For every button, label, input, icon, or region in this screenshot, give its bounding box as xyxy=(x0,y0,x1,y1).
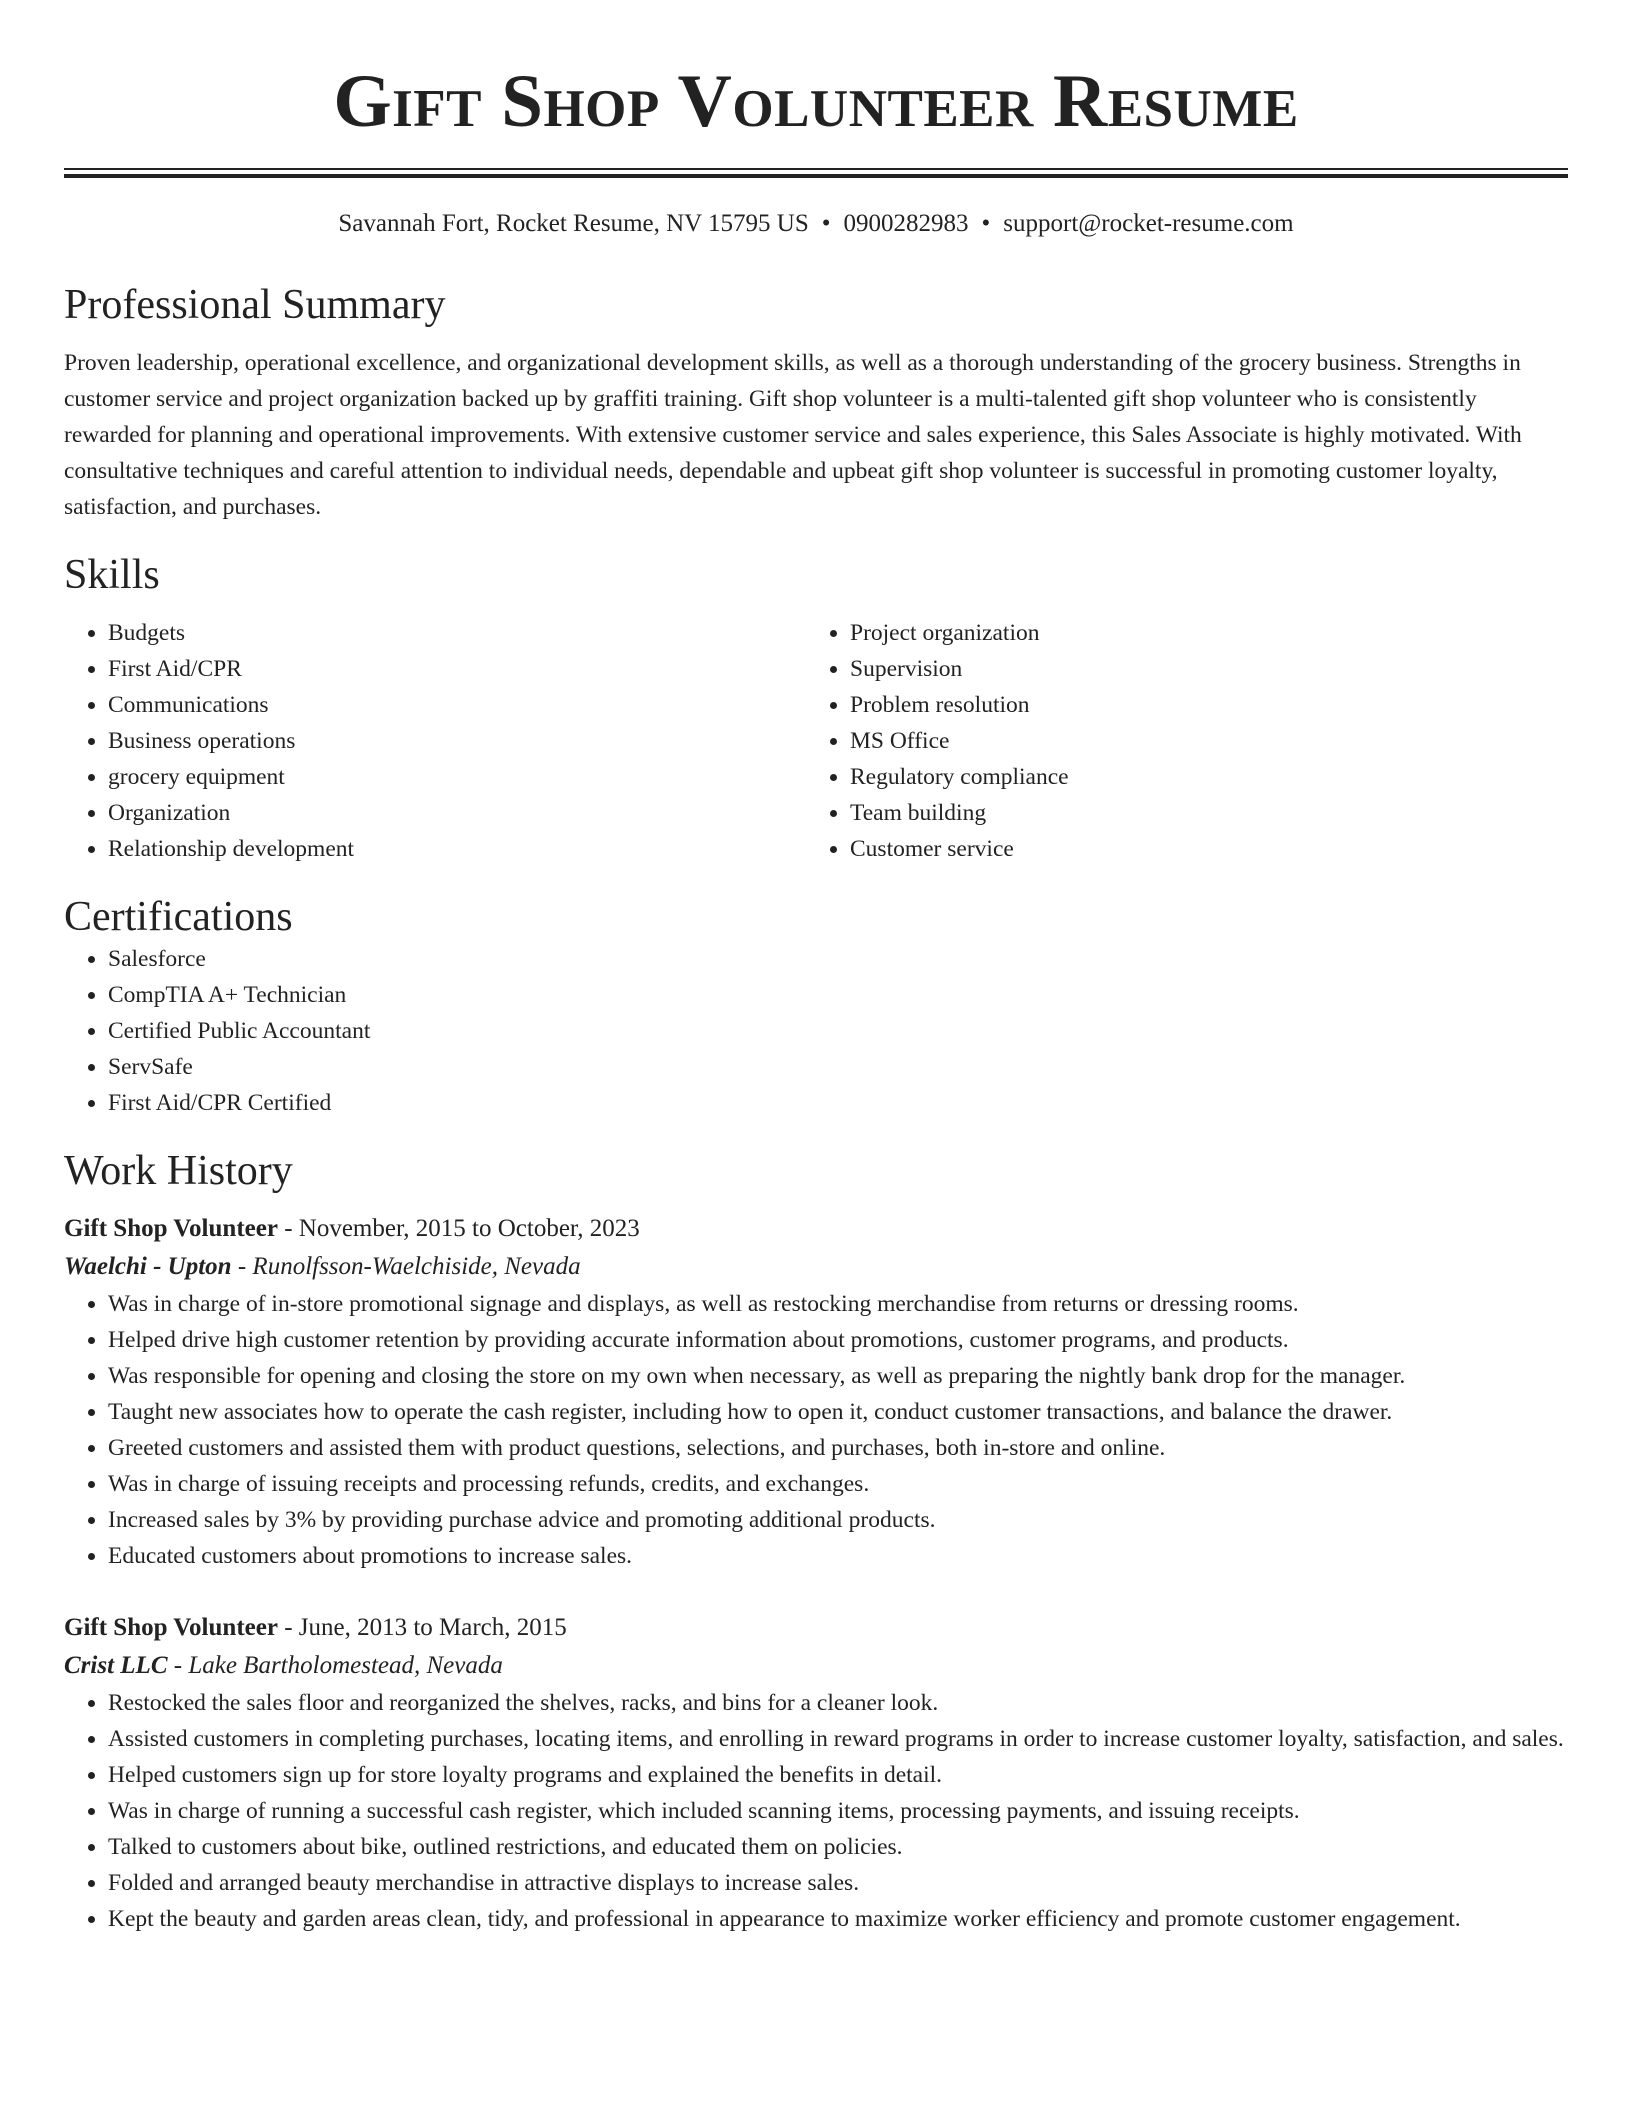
certifications-heading: Certifications xyxy=(64,894,293,940)
job-duty-item: • Helped customers sign up for store loyalty programs and explained the benefits in detail. xyxy=(108,1757,1568,1793)
skills-column-right xyxy=(806,615,1548,867)
contact-separator: • xyxy=(981,210,991,237)
job-employer xyxy=(64,1247,1568,1286)
skill-item: • Regulatory compliance xyxy=(850,759,1548,795)
job-company: Crist LLC xyxy=(64,1652,168,1679)
job-header xyxy=(64,1610,1568,1646)
skill-item: • Budgets xyxy=(108,615,806,651)
job-company: Waelchi - Upton xyxy=(64,1253,232,1280)
job-role: Gift Shop Volunteer xyxy=(64,1215,278,1242)
work-history-heading: Work History xyxy=(64,1148,293,1194)
job-duty-item: • Folded and arranged beauty merchandise in attractive displays to increase sales. xyxy=(108,1865,1568,1901)
job-duty-item: • Restocked the sales floor and reorganized the shelves, racks, and bins for a cleaner look. xyxy=(108,1685,1568,1721)
job-duty-item: • Was in charge of running a successful cash register, which included scanning items, processing payments, and issuing receipts. xyxy=(108,1793,1568,1829)
job-role: Gift Shop Volunteer xyxy=(64,1614,278,1641)
job-duty-item: • Greeted customers and assisted them with product questions, selections, and purchases, both in-store and online. xyxy=(108,1430,1568,1466)
skill-item: • Problem resolution xyxy=(850,687,1548,723)
job-dates: - June, 2013 to March, 2015 xyxy=(277,1614,567,1641)
job-header xyxy=(64,1211,1568,1247)
job-dates: - November, 2015 to October, 2023 xyxy=(277,1215,640,1242)
job-duty-item: • Was responsible for opening and closing the store on my own when necessary, as well as preparing the nightly bank drop for the manager. xyxy=(108,1358,1568,1394)
summary-text: Proven leadership, operational excellence, and organizational development skills, as well as a thorough understanding of the grocery business. Strengths in customer service and project organization backed up by graffiti training. Gift shop volunteer is a multi-talented gift shop volunteer who is consistently rewarded for planning and operational improvements. With extensive customer service and sales experience, this Sales Associate is highly motivated. With consultative techniques and careful attention to individual needs, dependable and upbeat gift shop volunteer is successful in promoting customer loyalty, satisfaction, and purchases. xyxy=(64,350,1522,520)
contact-line xyxy=(64,209,1568,239)
certification-item: • ServSafe xyxy=(108,1049,1568,1085)
skill-item: • Team building xyxy=(850,795,1548,831)
contact-address: Savannah Fort, Rocket Resume, NV 15795 US xyxy=(338,210,809,237)
job-duty-item: • Was in charge of in-store promotional signage and displays, as well as restocking merchandise from returns or dressing rooms. xyxy=(108,1286,1568,1322)
job-entry xyxy=(64,1610,1568,1937)
certifications-list xyxy=(64,941,1568,1121)
certification-item: • First Aid/CPR Certified xyxy=(108,1085,1568,1121)
job-duty-item: • Was in charge of issuing receipts and processing refunds, credits, and exchanges. xyxy=(108,1466,1568,1502)
job-duty-item: • Talked to customers about bike, outlined restrictions, and educated them on policies. xyxy=(108,1829,1568,1865)
job-location: - Runolfsson-Waelchiside, Nevada xyxy=(231,1253,581,1280)
summary-heading: Professional Summary xyxy=(64,282,446,328)
skill-item: • Customer service xyxy=(850,831,1548,867)
job-duties-list xyxy=(64,1286,1568,1574)
job-location: - Lake Bartholomestead, Nevada xyxy=(167,1652,503,1679)
skill-item: • Supervision xyxy=(850,651,1548,687)
job-duties-list xyxy=(64,1685,1568,1937)
contact-phone: 0900282983 xyxy=(843,210,969,237)
skill-item: • Relationship development xyxy=(108,831,806,867)
skill-item: • Project organization xyxy=(850,615,1548,651)
job-duty-item: • Kept the beauty and garden areas clean, tidy, and professional in appearance to maximize worker efficiency and promote customer engagement. xyxy=(108,1901,1568,1937)
skills-columns xyxy=(64,615,1568,867)
job-duty-item: • Assisted customers in completing purchases, locating items, and enrolling in reward programs in order to increase customer loyalty, satisfaction, and sales. xyxy=(108,1721,1568,1757)
skill-item: • grocery equipment xyxy=(108,759,806,795)
skill-item: • Organization xyxy=(108,795,806,831)
skill-item: • First Aid/CPR xyxy=(108,651,806,687)
certification-item: • Certified Public Accountant xyxy=(108,1013,1568,1049)
certification-item: • Salesforce xyxy=(108,941,1568,977)
certification-item: • CompTIA A+ Technician xyxy=(108,977,1568,1013)
skills-list-left xyxy=(64,615,806,867)
skill-item: • Business operations xyxy=(108,723,806,759)
job-employer xyxy=(64,1646,1568,1685)
resume-title: Gift Shop Volunteer Resume xyxy=(333,60,1299,143)
job-entry xyxy=(64,1211,1568,1574)
skills-list-right xyxy=(806,615,1548,867)
job-duty-item: • Educated customers about promotions to increase sales. xyxy=(108,1538,1568,1574)
skill-item: • Communications xyxy=(108,687,806,723)
job-duty-item: • Taught new associates how to operate the cash register, including how to open it, conduct customer transactions, and balance the drawer. xyxy=(108,1394,1568,1430)
contact-email[interactable]: support@rocket-resume.com xyxy=(1003,210,1294,237)
skills-heading: Skills xyxy=(64,552,160,598)
contact-separator: • xyxy=(821,210,831,237)
title-divider xyxy=(64,168,1568,178)
skill-item: • MS Office xyxy=(850,723,1548,759)
job-duty-item: • Helped drive high customer retention by providing accurate information about promotions, customer programs, and products. xyxy=(108,1322,1568,1358)
job-duty-item: • Increased sales by 3% by providing purchase advice and promoting additional products. xyxy=(108,1502,1568,1538)
skills-column-left xyxy=(64,615,806,867)
